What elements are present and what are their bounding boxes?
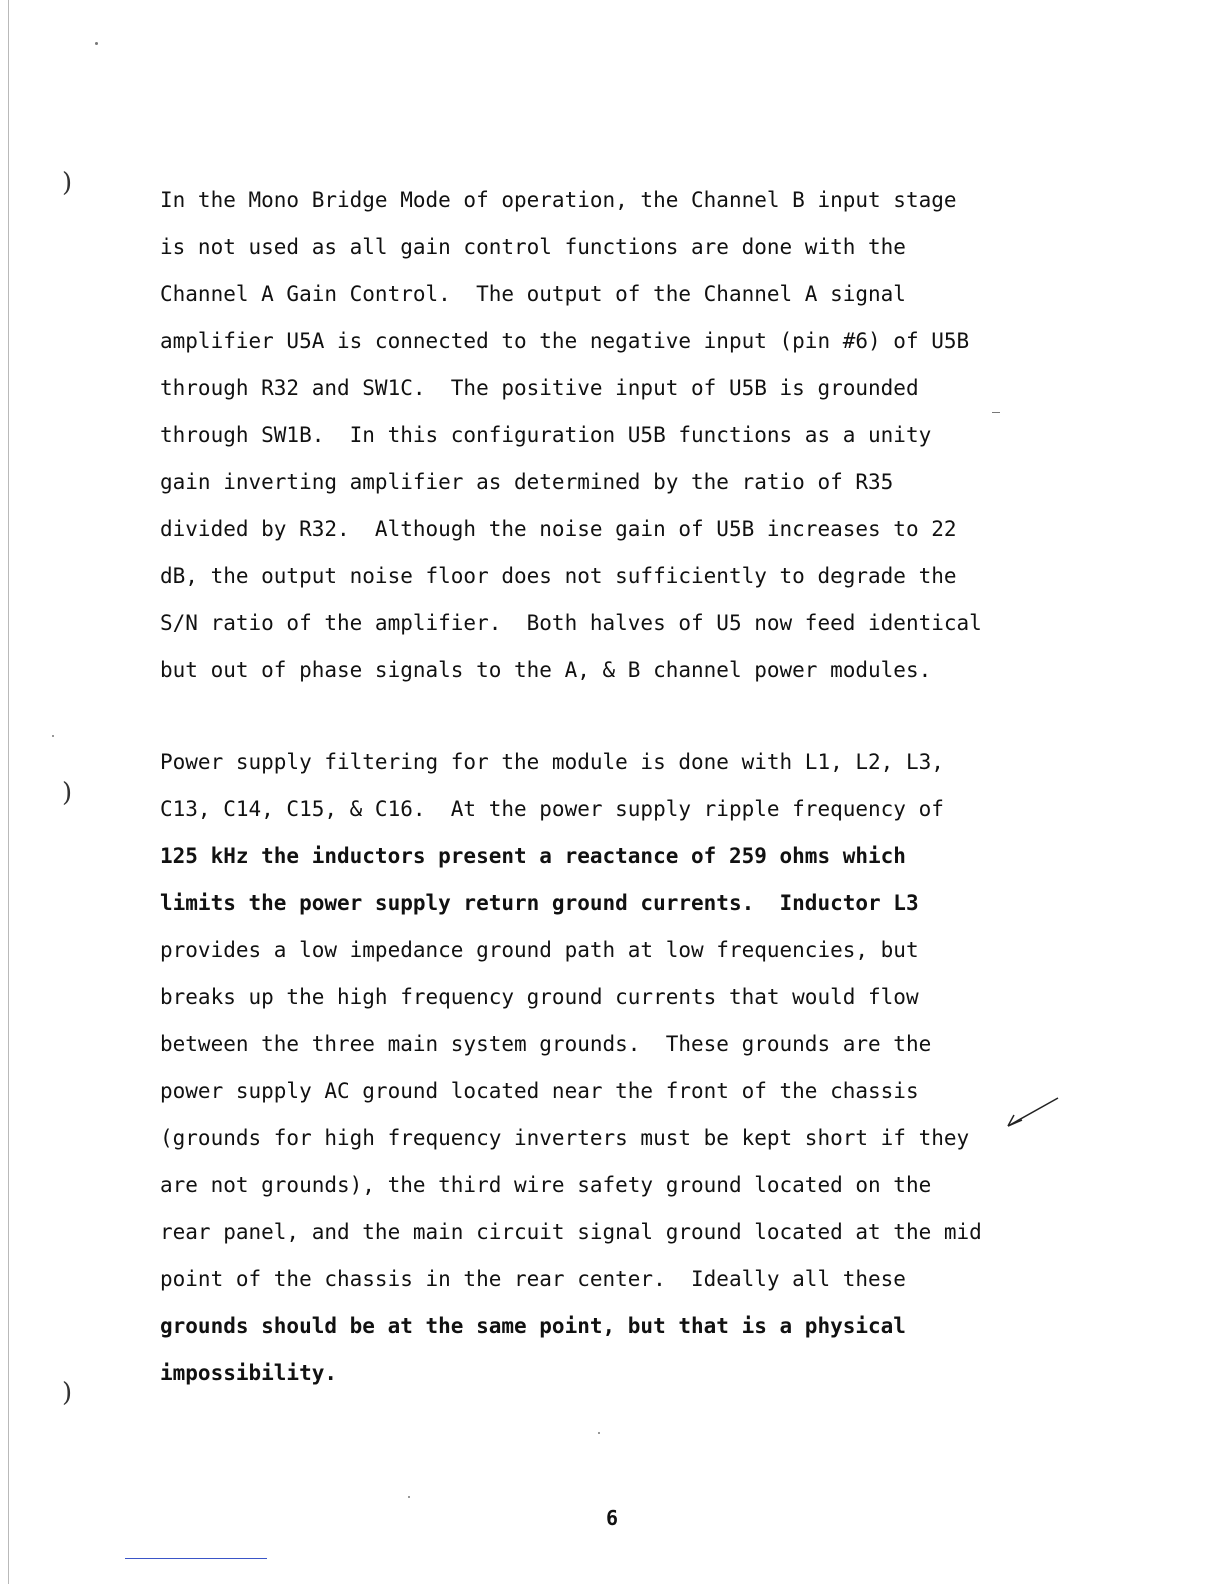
text-line: power supply AC ground located near the front of the chassis <box>160 1079 919 1103</box>
text-line: (grounds for high frequency inverters must be kept short if they <box>160 1126 970 1150</box>
text-line: between the three main system grounds. These grounds are the <box>160 1032 932 1056</box>
scan-speck <box>598 1432 600 1434</box>
text-line: gain inverting amplifier as determined by the ratio of R35 <box>160 470 894 494</box>
text-line: are not grounds), the third wire safety ground located on the <box>160 1173 932 1197</box>
text-line: but out of phase signals to the A, & B channel power modules. <box>160 658 932 682</box>
text-line: divided by R32. Although the noise gain of U5B increases to 22 <box>160 517 957 541</box>
scan-speck <box>95 42 98 45</box>
binder-hole-mark: ) <box>62 168 73 198</box>
text-line: breaks up the high frequency ground currents that would flow <box>160 985 919 1009</box>
text-line: Power supply filtering for the module is done with L1, L2, L3, <box>160 750 944 774</box>
text-line: 125 kHz the inductors present a reactance of 259 ohms which <box>160 844 906 868</box>
text-line: dB, the output noise floor does not sufficiently to degrade the <box>160 564 957 588</box>
text-line: point of the chassis in the rear center. Ideally all these <box>160 1267 906 1291</box>
text-line: rear panel, and the main circuit signal ground located at the mid <box>160 1220 982 1244</box>
text-line: through R32 and SW1C. The positive input of U5B is grounded <box>160 376 919 400</box>
text-line: is not used as all gain control functions are done with the <box>160 235 906 259</box>
binder-hole-mark: ) <box>62 778 73 808</box>
scan-speck <box>408 1496 410 1498</box>
text-line: grounds should be at the same point, but that is a physical <box>160 1314 906 1338</box>
page-number: 6 <box>605 1506 619 1530</box>
page-edge-line <box>8 0 9 1584</box>
text-line: S/N ratio of the amplifier. Both halves of U5 now feed identical <box>160 611 982 635</box>
footer-rule <box>125 1558 267 1559</box>
text-line: C13, C14, C15, & C16. At the power supply ripple frequency of <box>160 797 944 821</box>
text-line: limits the power supply return ground currents. Inductor L3 <box>160 891 919 915</box>
text-line: provides a low impedance ground path at low frequencies, but <box>160 938 919 962</box>
text-line: In the Mono Bridge Mode of operation, the Channel B input stage <box>160 188 957 212</box>
binder-hole-mark: ) <box>62 1378 73 1408</box>
text-line: impossibility. <box>160 1361 338 1385</box>
text-line: Channel A Gain Control. The output of the Channel A signal <box>160 282 906 306</box>
handwritten-arrow-icon <box>1000 1094 1062 1130</box>
text-line: amplifier U5A is connected to the negative input (pin #6) of U5B <box>160 329 970 353</box>
scan-speck <box>52 735 54 737</box>
text-line: through SW1B. In this configuration U5B functions as a unity <box>160 423 932 447</box>
scan-speck <box>992 412 1000 413</box>
